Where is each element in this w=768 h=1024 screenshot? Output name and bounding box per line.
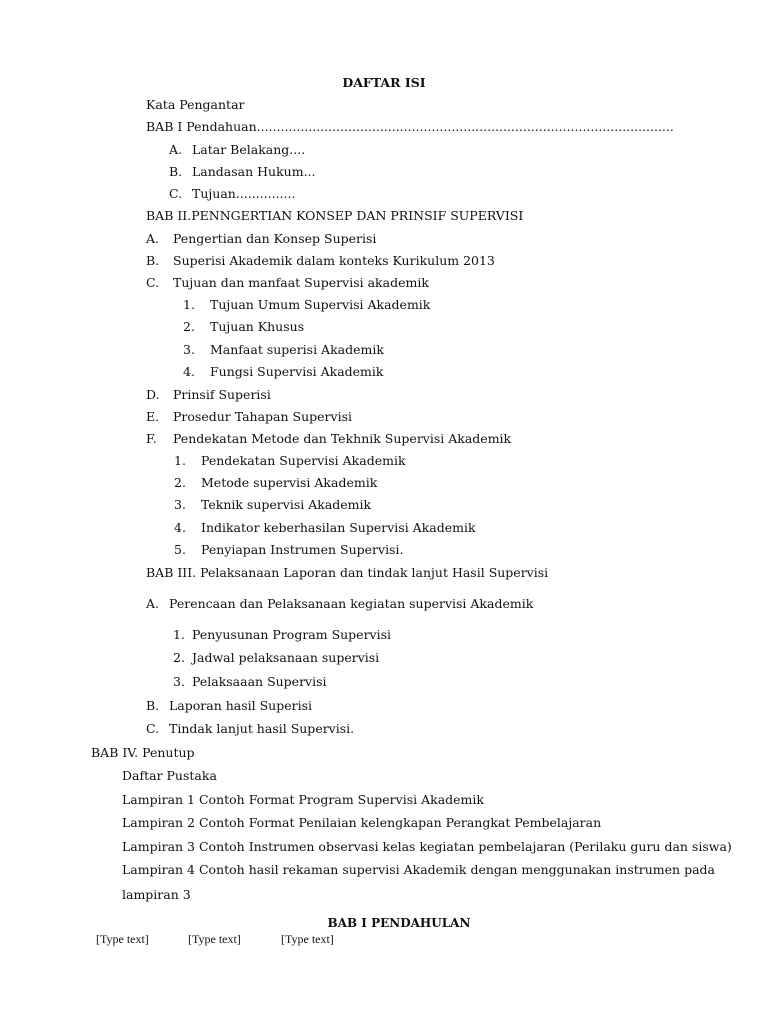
toc-item: Lampiran 2 Contoh Format Penilaian kelengkapan Perangkat Pembelajaran — [122, 815, 602, 830]
toc-item: Jadwal pelaksanaan supervisi — [192, 650, 380, 665]
toc-item: Penyiapan Instrumen Supervisi. — [201, 542, 404, 557]
toc-item-number: 2. — [174, 475, 186, 490]
page-title: DAFTAR ISI — [342, 75, 426, 90]
toc-item-number: E. — [146, 409, 160, 424]
toc-item-number: 3. — [183, 342, 195, 357]
toc-item: Pendekatan Metode dan Tekhnik Supervisi Akademik — [173, 431, 512, 446]
toc-item: Prinsif Superisi — [173, 387, 271, 402]
toc-item: BAB IV. Penutup — [91, 745, 195, 760]
footer-placeholder-center: [Type text] — [188, 932, 241, 946]
toc-item: Manfaat superisi Akademik — [210, 342, 384, 357]
toc-item-number: A. — [146, 596, 160, 611]
toc-item: Latar Belakang.... — [192, 142, 306, 157]
toc-item-number: C. — [146, 275, 160, 290]
toc-item: Lampiran 4 Contoh hasil rekaman supervisi Akademik dengan menggunakan instrumen pada — [122, 862, 715, 877]
toc-item-number: D. — [146, 387, 160, 402]
toc-item: Prosedur Tahapan Supervisi — [173, 409, 352, 424]
toc-item-number: 3. — [173, 674, 185, 689]
toc-item: Landasan Hukum... — [192, 164, 316, 179]
toc-item-number: 2. — [173, 650, 185, 665]
toc-item: Fungsi Supervisi Akademik — [210, 364, 384, 379]
toc-item-number: F. — [146, 431, 157, 446]
toc-item-number: 2. — [183, 319, 195, 334]
toc-item: Indikator keberhasilan Supervisi Akademik — [201, 520, 476, 535]
toc-item: Laporan hasil Superisi — [169, 698, 313, 713]
toc-item: Kata Pengantar — [146, 97, 245, 112]
footer-placeholder-right: [Type text] — [281, 932, 334, 946]
toc-item: BAB I Pendahuan......................................................................................................... — [146, 119, 674, 134]
toc-item: Perencaan dan Pelaksanaan kegiatan supervisi Akademik — [169, 596, 534, 611]
toc-item: Lampiran 3 Contoh Instrumen observasi kelas kegiatan pembelajaran (Perilaku guru dan siswa) — [122, 839, 732, 854]
toc-item-number: B. — [146, 253, 160, 268]
toc-item: BAB III. Pelaksanaan Laporan dan tindak lanjut Hasil Supervisi — [146, 565, 549, 580]
toc-item-number: C. — [146, 721, 160, 736]
toc-item-number: A. — [146, 231, 160, 246]
toc-item-number: C. — [169, 186, 183, 201]
toc-item: Teknik supervisi Akademik — [201, 497, 372, 512]
toc-item-number: A. — [169, 142, 183, 157]
toc-item: Tujuan Khusus — [210, 319, 305, 334]
toc-item-number: 1. — [174, 453, 186, 468]
toc-item-number: 5. — [174, 542, 186, 557]
toc-item-number: 4. — [183, 364, 195, 379]
toc-item: Tujuan............... — [192, 186, 296, 201]
toc-item-number: B. — [146, 698, 160, 713]
toc-item: Tujuan dan manfaat Supervisi akademik — [173, 275, 429, 290]
section-heading: BAB I PENDAHULAN — [327, 916, 471, 930]
footer-placeholder-left: [Type text] — [96, 932, 149, 946]
toc-item: Superisi Akademik dalam konteks Kurikulum 2013 — [173, 253, 495, 268]
toc-item: Tindak lanjut hasil Supervisi. — [169, 721, 355, 736]
toc-item: Lampiran 1 Contoh Format Program Supervisi Akademik — [122, 792, 484, 807]
toc-item-number: 1. — [173, 627, 185, 642]
toc-item: Pengertian dan Konsep Superisi — [173, 231, 377, 246]
toc-item-number: 1. — [183, 297, 195, 312]
toc-item: BAB II.PENNGERTIAN KONSEP DAN PRINSIF SUPERVISI — [146, 208, 524, 223]
toc-item: Tujuan Umum Supervisi Akademik — [210, 297, 431, 312]
toc-item-number: 3. — [174, 497, 186, 512]
toc-item-number: B. — [169, 164, 183, 179]
toc-item: Pendekatan Supervisi Akademik — [201, 453, 406, 468]
toc-item: Penyusunan Program Supervisi — [192, 627, 392, 642]
toc-item: Metode supervisi Akademik — [201, 475, 378, 490]
toc-item-number: 4. — [174, 520, 186, 535]
toc-item: lampiran 3 — [122, 887, 191, 902]
toc-item: Daftar Pustaka — [122, 768, 217, 783]
toc-item: Pelaksaaan Supervisi — [192, 674, 327, 689]
